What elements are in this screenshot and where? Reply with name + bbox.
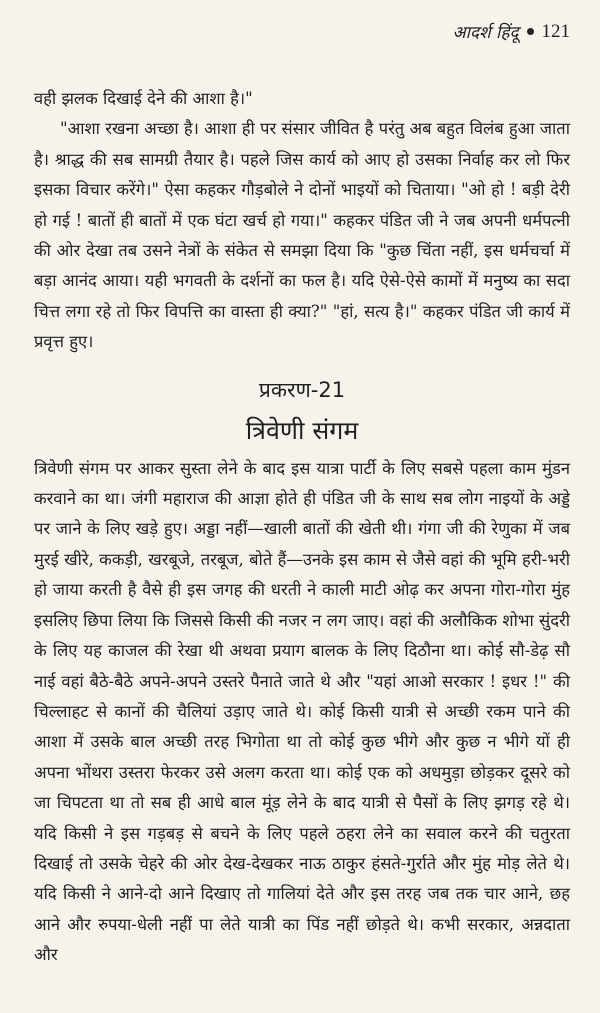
running-title: आदर्श हिंदू bbox=[452, 23, 519, 43]
chapter-title: त्रिवेणी संगम bbox=[245, 415, 359, 445]
paragraph: "आशा रखना अच्छा है। आशा ही पर संसार जीवित है परंतु अब बहुत विलंब हुआ जाता है। श्राद्ध की सब सामग्री तैयार है। पहले जिस कार्य को आए हो उसका निर्वाह कर लो फिर इसका विचार करेंगे।" ऐसा कहकर गौड़बोले ने दोनों भाइयों को चिताया। "ओ हो ! बड़ी देरी हो गई ! बातों ही बातों में एक घंटा खर्च हो गया।" कहकर पंडित जी ने जब अपनी धर्मपत्नी की ओर देखा तब उसने नेत्रों के संकेत से समझा दिया कि "कुछ चिंता नहीं, इस धर्मचर्चा में बड़ा आनंद आया। यही भगवती के दर्शनों का फल है। यदि ऐसे-ऐसे कामों में मनुष्य का सदा चित्त लगा रहे तो फिर विपत्ति का वास्ता ही क्या?" "हां, सत्य है।" कहकर पंडित जी कार्य में प्रवृत्त हुए। bbox=[34, 119, 570, 352]
page-number: 121 bbox=[541, 20, 570, 42]
paragraph: त्रिवेणी संगम पर आकर सुस्ता लेने के बाद इस यात्रा पार्टी के लिए सबसे पहला काम मुंडन करवाने का था। जंगी महाराज की आज्ञा होते ही पंडित जी के साथ सब लोग नाइयों के अड्डे पर जाने के लिए खड़े हुए। अड्डा नहीं—खाली बातों की खेती थी। गंगा जी की रेणुका में जब मुरई खीरे, ककड़ी, खरबूजे, तरबूज, बोते हैं—उनके इस काम से जैसे वहां की भूमि हरी-भरी हो जाया करती है वैसे ही इस जगह की धरती ने काली माटी ओढ़ कर अपना गोरा-गोरा मुंह इसलिए छिपा लिया कि जिससे किसी की नजर न लग जाए। वहां की अलौकिक शोभा सुंदरी के लिए यह काजल की रेखा थी अथवा प्रयाग बालक के लिए दिठौना था। कोई सौ-डेढ़ सौ नाई वहां बैठे-बैठे अपने-अपने उस्तरे पैनाते जाते थे और "यहां आओ सरकार ! इधर !" की चिल्लाहट से कानों की चैलियां उड़ाए जाते थे। कोई किसी यात्री से अच्छी रकम पाने की आशा में उसके बाल अच्छी तरह भिगोता था तो कोई कुछ भीगे और कुछ न भीगे यों ही अपना भोंथरा उस्तरा फेरकर उसे अलग करता था। कोई एक को अधमुड़ा छोड़कर दूसरे को जा चिपटता था तो सब ही आधे बाल मूंड़ लेने के बाद यात्री से पैसों के लिए झगड़ रहे थे। यदि किसी ने इस गड़बड़ से बचने के लिए पहले ठहरा लेने का सवाल करने की चतुरता दिखाई तो उसके चेहरे की ओर देख-देखकर नाऊ ठाकुर हंसते-गुर्राते और मुंह मोड़ लेते थे। यदि किसी ने आने-दो आने दिखाए तो गालियां देते और इस तरह जब तक चार आने, छह आने और रुपया-धेली नहीं पा लेते यात्री का पिंड नहीं छोड़ते थे। कभी सरकार, अन्नदाता और bbox=[34, 458, 570, 965]
running-head bbox=[453, 20, 570, 43]
paragraph: वही झलक दिखाई देने की आशा है।" bbox=[34, 89, 253, 108]
chapter-heading: प्रकरण-21 bbox=[258, 377, 346, 402]
bullet-icon bbox=[527, 28, 534, 35]
body-text bbox=[34, 84, 570, 971]
